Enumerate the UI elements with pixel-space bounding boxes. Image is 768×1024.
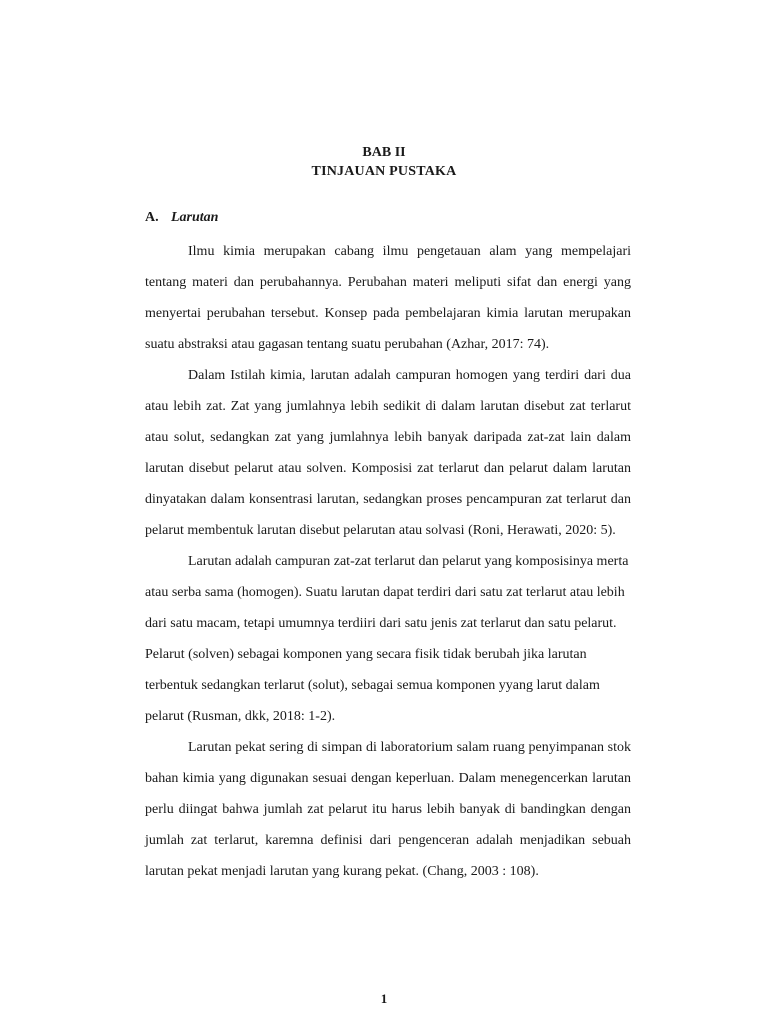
section-heading bbox=[145, 208, 218, 228]
section-number: A. bbox=[145, 210, 159, 225]
body-text bbox=[145, 236, 631, 887]
paragraph-2: Dalam Istilah kimia, larutan adalah campuran homogen yang terdiri dari dua atau lebih zat. Zat yang jumlahnya lebih sedikit di dalam larutan disebut zat terlarut atau solut, sedangkan zat yang jumlahnya lebih banyak daripada zat-zat lain dalam larutan disebut pelarut atau solven. Komposisi zat terlarut dan pelarut dalam larutan dinyatakan dalam konsentrasi larutan, sedangkan proses pencampuran zat terlarut dan pelarut membentuk larutan disebut pelarutan atau solvasi (Roni, Herawati, 2020: 5). bbox=[145, 368, 631, 538]
section-name: Larutan bbox=[171, 210, 219, 225]
paragraph-3: Larutan adalah campuran zat-zat terlarut dan pelarut yang komposisinya merta atau serba sama (homogen). Suatu larutan dapat terdiri dari satu zat terlarut atau lebih dari satu macam, tetapi umumnya terdiiri dari satu jenis zat terlarut dan satu pelarut. Pelarut (solven) sebagai komponen yang secara fisik tidak berubah jika larutan terbentuk sedangkan terlarut (solut), sebagai semua komponen yyang larut dalam pelarut (Rusman, dkk, 2018: 1-2). bbox=[145, 554, 629, 724]
paragraph-1: Ilmu kimia merupakan cabang ilmu pengetauan alam yang mempelajari tentang materi dan perubahannya. Perubahan materi meliputi sifat dan energi yang menyertai perubahan tersebut. Konsep pada pembelajaran kimia larutan merupakan suatu abstraksi atau gagasan tentang suatu perubahan (Azhar, 2017: 74). bbox=[145, 244, 631, 352]
chapter-title: TINJAUAN PUSTAKA bbox=[311, 164, 457, 179]
page-number: 1 bbox=[380, 991, 388, 1006]
chapter-heading: BAB II bbox=[362, 145, 406, 160]
paragraph-4: Larutan pekat sering di simpan di laboratorium salam ruang penyimpanan stok bahan kimia yang digunakan sesuai dengan keperluan. Dalam menegencerkan larutan perlu diingat bahwa jumlah zat pelarut itu harus lebih banyak di bandingkan dengan jumlah zat terlarut, karemna definisi dari pengenceran adalah menjadikan sebuah larutan pekat menjadi larutan yang kurang pekat. (Chang, 2003 : 108). bbox=[145, 740, 631, 879]
